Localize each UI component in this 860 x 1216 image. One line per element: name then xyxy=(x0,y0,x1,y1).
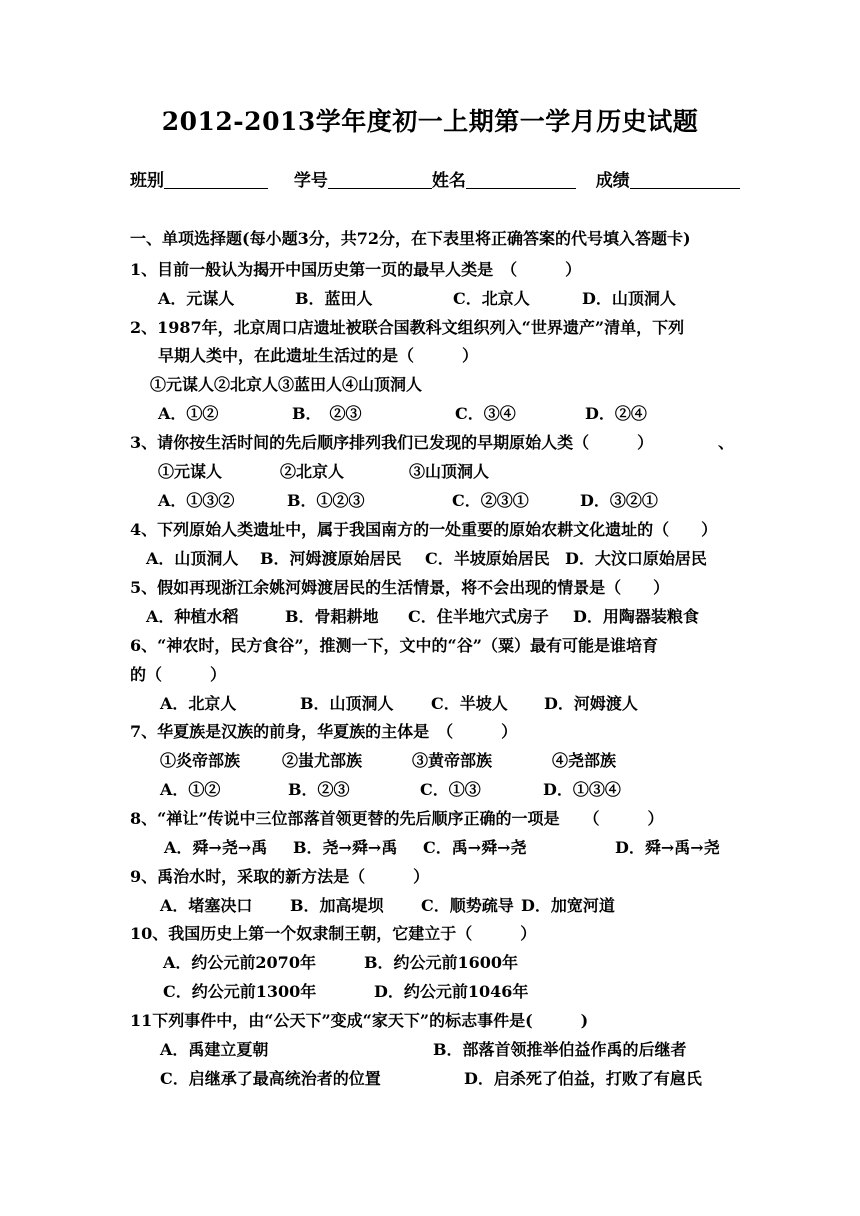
question-8: 8、“禅让”传说中三位部落首领更替的先后顺序正确的一项是 （ ） xyxy=(130,809,664,828)
q7-option-b: B．②③ xyxy=(288,780,350,799)
q3-item-3: ③山顶洞人 xyxy=(409,462,490,481)
q2-option-b: B． ②③ xyxy=(292,404,362,423)
q4-option-a: A．山顶洞人 xyxy=(146,549,239,568)
question-2-items: ①元谋人②北京人③蓝田人④山顶洞人 xyxy=(150,375,423,394)
score-label: 成绩 xyxy=(595,171,630,191)
number-label: 学号 xyxy=(293,171,328,191)
q11-option-b: B．部落首领推举伯益作禹的后继者 xyxy=(433,1040,687,1059)
question-2-line-1: 2、1987年，北京周口店遗址被联合国教科文组织列入“世界遗产”清单，下列 xyxy=(130,318,685,337)
q7-item-2: ②蚩尤部族 xyxy=(282,751,363,770)
score-blank[interactable] xyxy=(630,170,740,189)
question-7: 7、华夏族是汉族的前身，华夏族的主体是 （ ） xyxy=(130,722,518,741)
question-2-line-2: 早期人类中，在此遗址生活过的是（ ） xyxy=(158,346,479,365)
q10-option-a: A．约公元前2070年 xyxy=(163,953,316,972)
q11-option-d: D．启杀死了伯益，打败了有扈氏 xyxy=(464,1069,702,1088)
question-4: 4、下列原始人类遗址中，属于我国南方的一处重要的原始农耕文化遗址的（ ） xyxy=(130,520,718,539)
q5-option-a: A．种植水稻 xyxy=(146,607,239,626)
q3-option-b: B．①②③ xyxy=(287,491,365,510)
q7-option-a: A．①② xyxy=(160,780,221,799)
question-11: 11下列事件中，由“公天下”变成“家天下”的标志事件是( ) xyxy=(130,1011,589,1030)
q6-option-a: A．北京人 xyxy=(160,694,237,713)
q11-option-a: A．禹建立夏朝 xyxy=(160,1040,269,1059)
number-blank[interactable] xyxy=(328,170,432,189)
q7-item-3: ③黄帝部族 xyxy=(412,751,493,770)
name-label: 姓名 xyxy=(431,171,466,191)
q9-option-b: B．加高堤坝 xyxy=(290,896,384,915)
q6-option-d: D．河姆渡人 xyxy=(544,694,638,713)
question-10: 10、我国历史上第一个奴隶制王朝，它建立于（ ） xyxy=(130,924,537,943)
question-3: 3、请你按生活时间的先后顺序排列我们已发现的早期原始人类（ ） xyxy=(130,433,654,452)
q9-option-d: D．加宽河道 xyxy=(521,896,615,915)
q11-option-c: C．启继承了最高统治者的位置 xyxy=(160,1069,381,1088)
question-5: 5、假如再现浙江余姚河姆渡居民的生活情景，将不会出现的情景是（ ） xyxy=(130,578,670,597)
class-blank[interactable] xyxy=(164,170,268,189)
q3-item-2: ②北京人 xyxy=(280,462,345,481)
q6-option-c: C．半坡人 xyxy=(431,694,508,713)
question-9: 9、禹治水时，采取的新方法是（ ） xyxy=(130,867,430,886)
q3-option-d: D．③②① xyxy=(580,491,658,510)
q3-option-a: A．①③② xyxy=(158,491,235,510)
q2-option-c: C．③④ xyxy=(455,404,516,423)
q8-option-b: B．尧→舜→禹 xyxy=(293,838,398,857)
q7-option-d: D．①③④ xyxy=(543,780,621,799)
question-6-line-1: 6、“神农时，民方食谷”，推测一下，文中的“谷”（粟）最有可能是谁培育 xyxy=(130,636,658,655)
q1-option-b: B．蓝田人 xyxy=(295,289,373,308)
q8-option-c: C．禹→舜→尧 xyxy=(423,838,527,857)
page-title: 2012-2013学年度初一上期第一学月历史试题 xyxy=(161,107,699,136)
q5-option-c: C．住半地穴式房子 xyxy=(408,607,549,626)
q6-option-b: B．山顶洞人 xyxy=(300,694,394,713)
q1-option-c: C．北京人 xyxy=(453,289,530,308)
q1-option-a: A．元谋人 xyxy=(158,289,235,308)
q2-option-d: D．②④ xyxy=(585,404,647,423)
q10-option-d: D．约公元前1046年 xyxy=(374,982,529,1001)
q7-option-c: C．①③ xyxy=(420,780,481,799)
q10-option-c: C．约公元前1300年 xyxy=(163,982,317,1001)
q9-option-c: C．顺势疏导 xyxy=(421,896,514,915)
section-heading: 一、单项选择题(每小题3分，共72分，在下表里将正确答案的代号填入答题卡) xyxy=(130,229,691,248)
q8-option-a: A．舜→尧→禹 xyxy=(164,838,268,857)
q10-option-b: B．约公元前1600年 xyxy=(364,953,519,972)
q5-option-d: D．用陶器装粮食 xyxy=(573,607,699,626)
q7-item-1: ①炎帝部族 xyxy=(160,751,241,770)
q4-option-d: D．大汶口原始居民 xyxy=(565,549,707,568)
q3-option-c: C．②③① xyxy=(452,491,529,510)
q2-option-a: A．①② xyxy=(158,404,219,423)
question-1: 1、目前一般认为揭开中国历史第一页的最早人类是 （ ） xyxy=(130,260,582,279)
name-blank[interactable] xyxy=(466,170,576,189)
question-3-stray-mark: 、 xyxy=(718,433,735,452)
class-label: 班别 xyxy=(130,171,164,191)
student-info-row xyxy=(130,166,740,191)
q5-option-b: B．骨耜耕地 xyxy=(285,607,379,626)
q1-option-d: D．山顶洞人 xyxy=(582,289,676,308)
q4-option-c: C．半坡原始居民 xyxy=(425,549,550,568)
question-6-line-2: 的（ ） xyxy=(130,665,227,684)
q7-item-4: ④尧部族 xyxy=(552,751,617,770)
q4-option-b: B．河姆渡原始居民 xyxy=(260,549,402,568)
q9-option-a: A．堵塞决口 xyxy=(160,896,253,915)
q3-item-1: ①元谋人 xyxy=(158,462,223,481)
q8-option-d: D．舜→禹→尧 xyxy=(615,838,720,857)
